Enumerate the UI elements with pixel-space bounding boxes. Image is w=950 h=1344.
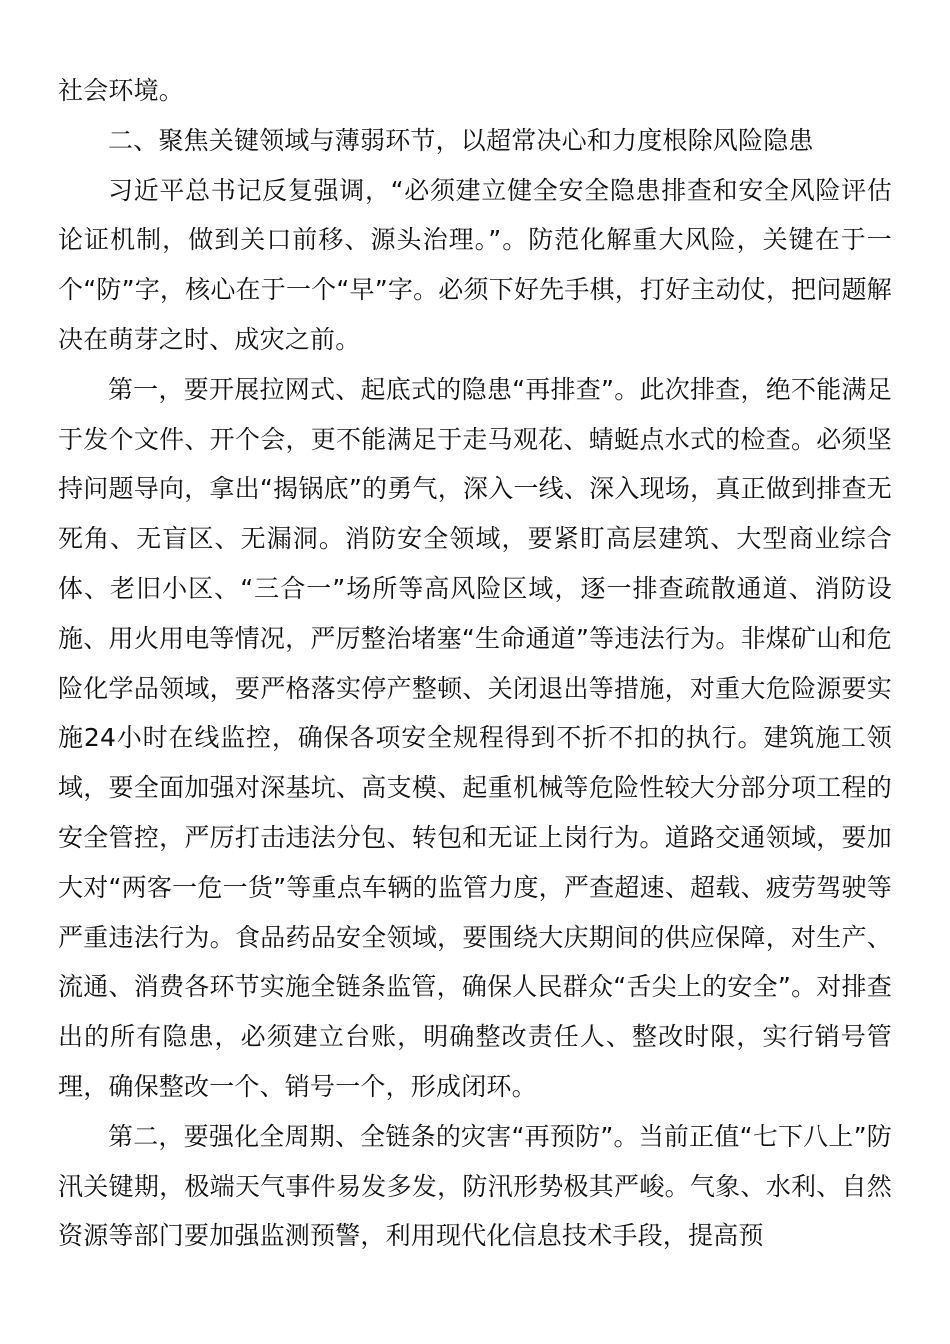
paragraph-first-point: 第一，要开展拉网式、起底式的隐患“再排查”。此次排查，绝不能满足于发个文件、开个会，更不能满足于走马观花、蜻蜓点水式的检查。必须坚持问题导向，拿出“揭锅底”的勇气，深入一线、深入现场，真正做到排查无死角、无盲区、无漏洞。消防安全领域，要紧盯高层建筑、大型商业综合体、老旧小区、“三合一”场所等高风险区域，逐一排查疏散通道、消防设施、用火用电等情况，严厉整治堵塞“生命通道”等违法行为。非煤矿山和危险化学品领域，要严格落实停产整顿、关闭退出等措施，对重大危险源要实施24小时在线监控，确保各项安全规程得到不折不扣的执行。建筑施工领域，要全面加强对深基坑、高支模、起重机械等危险性较大分部分项工程的安全管控，严厉打击违法分包、转包和无证上岗行为。道路交通领域，要加大对“两客一危一货”等重点车辆的监管力度，严查超速、超载、疲劳驾驶等严重违法行为。食品药品安全领域，要围绕大庆期间的供应保障，对生产、流通、消费各环节实施全链条监管，确保人民群众“舌尖上的安全”。对排查出的所有隐患，必须建立台账，明确整改责任人、整改时限，实行销号管理，确保整改一个、销号一个，形成闭环。	[58, 374, 892, 1101]
document-body	[58, 66, 892, 1261]
section-heading: 二、聚焦关键领域与薄弱环节，以超常决心和力度根除风险隐患	[108, 125, 814, 155]
paragraph-second-point: 第二，要强化全周期、全链条的灾害“再预防”。当前正值“七下八上”防汛关键期，极端天气事件易发多发，防汛形势极其严峻。气象、水利、自然资源等部门要加强监测预警，利用现代化信息技术手段，提高预	[58, 1121, 892, 1251]
paragraph-intro: 习近平总书记反复强调，“必须建立健全安全隐患排查和安全风险评估论证机制，做到关口前移、源头治理。”。防范化解重大风险，关键在于一个“防”字，核心在于一个“早”字。必须下好先手棋，打好主动仗，把问题解决在萌芽之时、成灾之前。	[58, 175, 892, 354]
paragraph-continuation: 社会环境。	[58, 76, 185, 105]
